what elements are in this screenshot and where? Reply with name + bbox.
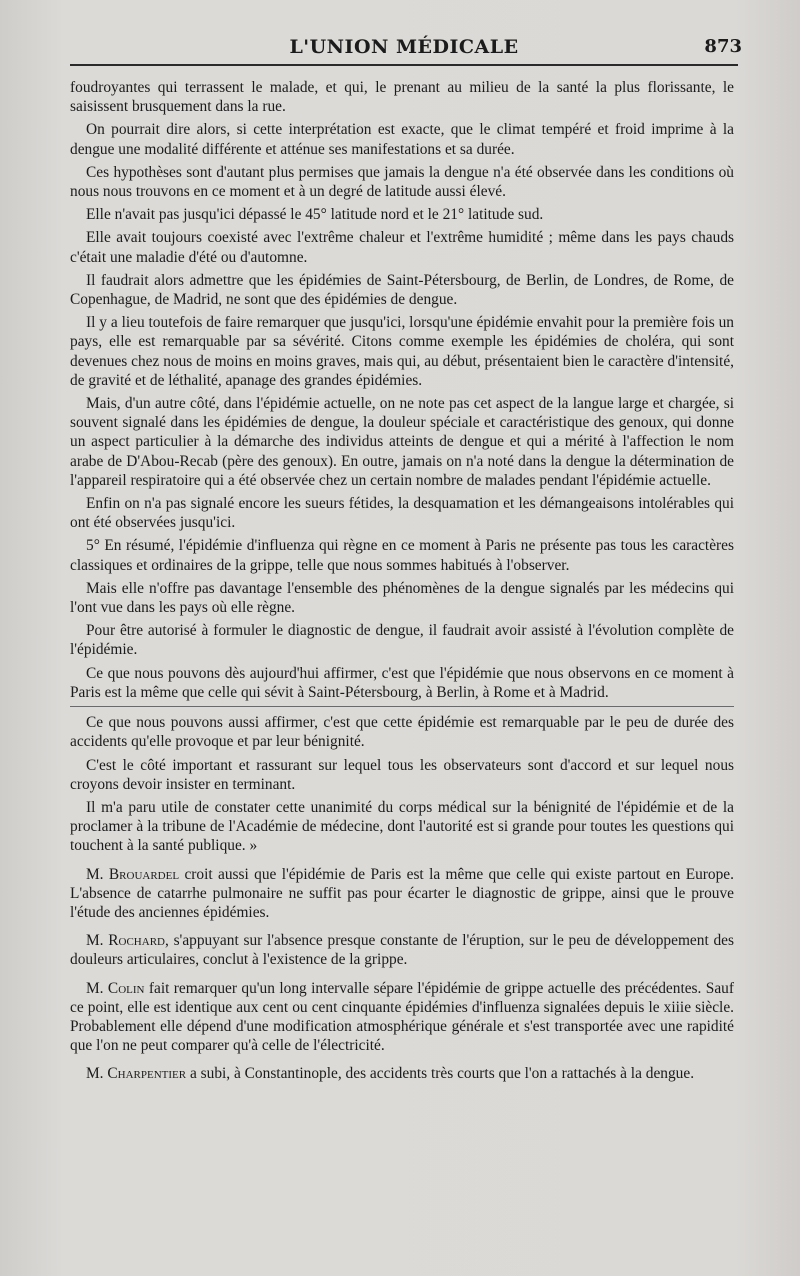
paragraph: On pourrait dire alors, si cette interprétation est exacte, que le climat tempéré et froid imprime à la dengue une modalité différente et atténue ses manifestations et sa durée. <box>70 121 734 158</box>
paragraph: 5° En résumé, l'épidémie d'influenza qui règne en ce moment à Paris ne présente pas tous les caractères classiques et ordinaires de la grippe, telle que nous sommes habitués à l'observer. <box>70 537 734 574</box>
running-title: L'UNION MÉDICALE <box>289 36 519 58</box>
speaker-paragraph <box>70 1064 734 1083</box>
paragraph: Enfin on n'a pas signalé encore les sueurs fétides, la desquamation et les démangeaisons intolérables qui ont été observées jusqu'ici. <box>70 495 734 532</box>
paragraph: Elle avait toujours coexisté avec l'extrême chaleur et l'extrême humidité ; même dans les pays chauds c'était une maladie d'été ou d'automne. <box>70 229 734 266</box>
paragraph: Mais, d'un autre côté, dans l'épidémie actuelle, on ne note pas cet aspect de la langue large et chargée, si souvent signalé dans les épidémies de dengue, la douleur spéciale et caractéristique des genoux, qui donne un aspect particulier à la démarche des individus atteints de dengue et qui a mérité à l'affection le nom arabe de D'Abou-Recab (père des genoux). En outre, jamais on n'a noté dans la dengue la détermination de l'appareil respiratoire qui a été observée chez un certain nombre de malades pendant l'épidémie actuelle. <box>70 395 734 489</box>
paragraph: Ce que nous pouvons aussi affirmer, c'est que cette épidémie est remarquable par le peu de durée des accidents qu'elle provoque et par leur bénignité. <box>70 714 734 751</box>
speaker-text: s'appuyant sur l'absence presque constante de l'éruption, sur le peu de développement des douleurs articulaires, conclut à l'existence de la grippe. <box>70 932 734 969</box>
speaker-name: M. Colin <box>86 979 145 997</box>
paragraph: Il y a lieu toutefois de faire remarquer que jusqu'ici, lorsqu'une épidémie envahit pour la première fois un pays, elle est remarquable par sa sévérité. Citons comme exemple les épidémies de choléra, qui sont devenues chez nous de moins en moins graves, mais qui, au début, présentaient bien le caractère d'intensité, de gravité et de léthalité, apanage des grandes épidémies. <box>70 314 734 389</box>
speaker-name: M. Rochard, <box>86 932 169 950</box>
article-body <box>70 78 734 1088</box>
speaker-name: M. Charpentier <box>86 1065 187 1083</box>
paragraph: Elle n'avait pas jusqu'ici dépassé le 45° latitude nord et le 21° latitude sud. <box>86 206 544 224</box>
speaker-paragraph <box>70 865 734 923</box>
page-header <box>66 30 742 60</box>
paragraph: Ces hypothèses sont d'autant plus permises que jamais la dengue n'a été observée dans les conditions où nous nous trouvons en ce moment et à un degré de latitude aussi élevé. <box>70 163 734 201</box>
paragraph: C'est le côté important et rassurant sur lequel tous les observateurs sont d'accord et sur lequel nous croyons devoir insister en terminant. <box>70 756 734 793</box>
paragraph: Il faudrait alors admettre que les épidémies de Saint-Pétersbourg, de Berlin, de Londres, de Rome, de Copenhague, de Madrid, ne sont que des épidémies de dengue. <box>70 271 734 309</box>
speaker-text: croit aussi que l'épidémie de Paris est la même que celle qui existe partout en Europe. L'absence de catarrhe pulmonaire ne suffit pas pour écarter le diagnostic de grippe, ainsi que le prouve l'étude des anciennes épidémies. <box>70 865 734 921</box>
section-divider <box>70 706 734 707</box>
speaker-paragraph <box>70 979 734 1056</box>
paragraph: Il m'a paru utile de constater cette unanimité du corps médical sur la bénignité de l'épidémie et de la proclamer à la tribune de l'Académie de médecine, dont l'autorité est si grande pour toutes les questions qui touchent à la santé publique. » <box>70 798 734 855</box>
header-rule <box>70 64 738 66</box>
paragraph: Ce que nous pouvons dès aujourd'hui affirmer, c'est que l'épidémie que nous observons en ce moment à Paris est la même que celle qui sévit à Saint-Pétersbourg, à Berlin, à Rome et à Madrid. <box>70 664 734 701</box>
speaker-paragraph <box>70 931 734 969</box>
speaker-name: M. Brouardel <box>86 865 180 883</box>
speaker-text: a subi, à Constantinople, des accidents très courts que l'on a rattachés à la dengue. <box>189 1065 695 1083</box>
paragraph: Pour être autorisé à formuler le diagnostic de dengue, il faudrait avoir assisté à l'évolution complète de l'épidémie. <box>70 622 734 659</box>
paragraph: Mais elle n'offre pas davantage l'ensemble des phénomènes de la dengue signalés par les médecins qui l'ont vue dans les pays où elle règne. <box>70 579 734 617</box>
paragraph: foudroyantes qui terrassent le malade, et qui, le prenant au milieu de la santé la plus florissante, le saisissent brusquement dans la rue. <box>70 79 734 116</box>
speaker-text: fait remarquer qu'un long intervalle sépare l'épidémie de grippe actuelle des précédentes. Sauf ce point, elle est identique aux cent ou cent cinquante épidémies d'influenza signalées depuis le xiiie siècle. Probablement elle dépend d'une modification atmosphérique générale et s'est transportée avec une rapidité que l'on ne peut comparer qu'à celle de l'électricité. <box>70 979 734 1055</box>
page-number: 873 <box>704 36 742 57</box>
